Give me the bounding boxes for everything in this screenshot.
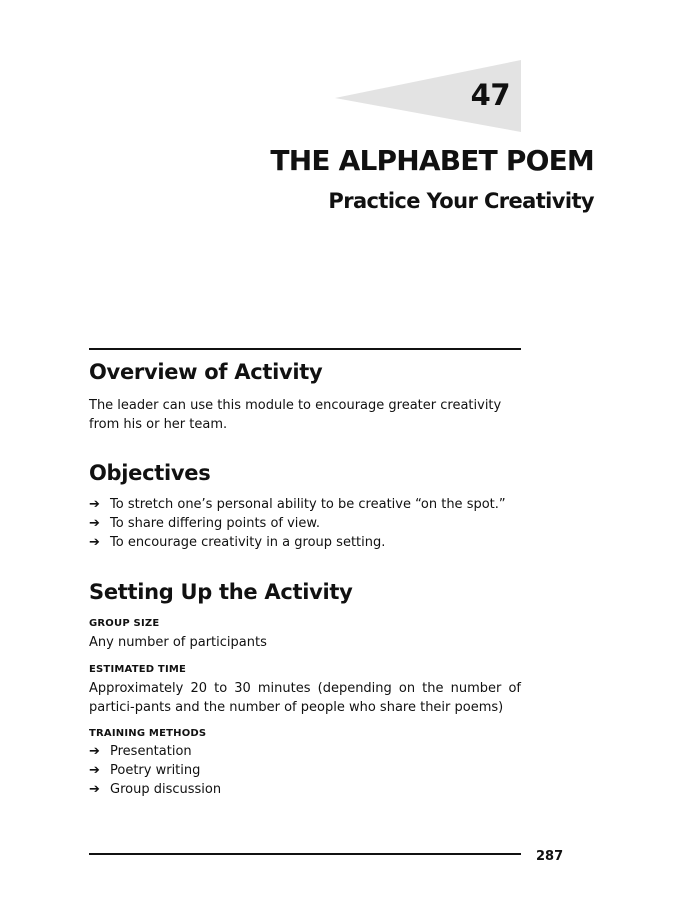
list-item — [89, 533, 506, 552]
list-item — [89, 495, 506, 514]
group-size-label: GROUP SIZE — [89, 618, 160, 629]
group-size-text: Any number of participants — [89, 635, 267, 650]
overview-text: The leader can use this module to encourage greater creativity from his or her team. — [89, 398, 502, 432]
arrow-bullet-icon: ➔ — [89, 497, 100, 512]
objective-text: To stretch one’s personal ability to be creative “on the spot.” — [110, 497, 506, 512]
training-method-text: Poetry writing — [110, 763, 201, 778]
objectives-heading: Objectives — [89, 461, 211, 485]
page-number: 287 — [536, 849, 564, 864]
list-item — [89, 761, 221, 780]
objective-text: To share differing points of view. — [110, 516, 320, 531]
training-methods-list — [89, 742, 221, 799]
chapter-number: 47 — [470, 78, 510, 112]
arrow-bullet-icon: ➔ — [89, 535, 100, 550]
training-method-text: Presentation — [110, 744, 192, 759]
footer-divider — [89, 853, 521, 855]
list-item — [89, 742, 221, 761]
training-method-text: Group discussion — [110, 782, 222, 797]
overview-heading: Overview of Activity — [89, 360, 323, 384]
list-item — [89, 514, 506, 533]
chapter-subtitle: Practice Your Creativity — [328, 189, 594, 213]
arrow-bullet-icon: ➔ — [89, 763, 100, 778]
section-divider — [89, 348, 521, 350]
training-methods-label: TRAINING METHODS — [89, 728, 207, 739]
estimated-time-label: ESTIMATED TIME — [89, 664, 187, 675]
objective-text: To encourage creativity in a group setting. — [110, 535, 386, 550]
arrow-bullet-icon: ➔ — [89, 744, 100, 759]
setup-heading: Setting Up the Activity — [89, 580, 353, 604]
estimated-time-text: Approximately 20 to 30 minutes (depending on the number of partici-pants and the number of people who share their poems) — [89, 681, 521, 715]
arrow-bullet-icon: ➔ — [89, 516, 100, 531]
arrow-bullet-icon: ➔ — [89, 782, 100, 797]
objectives-list — [89, 495, 506, 552]
chapter-title: THE ALPHABET POEM — [270, 144, 594, 177]
list-item — [89, 780, 221, 799]
